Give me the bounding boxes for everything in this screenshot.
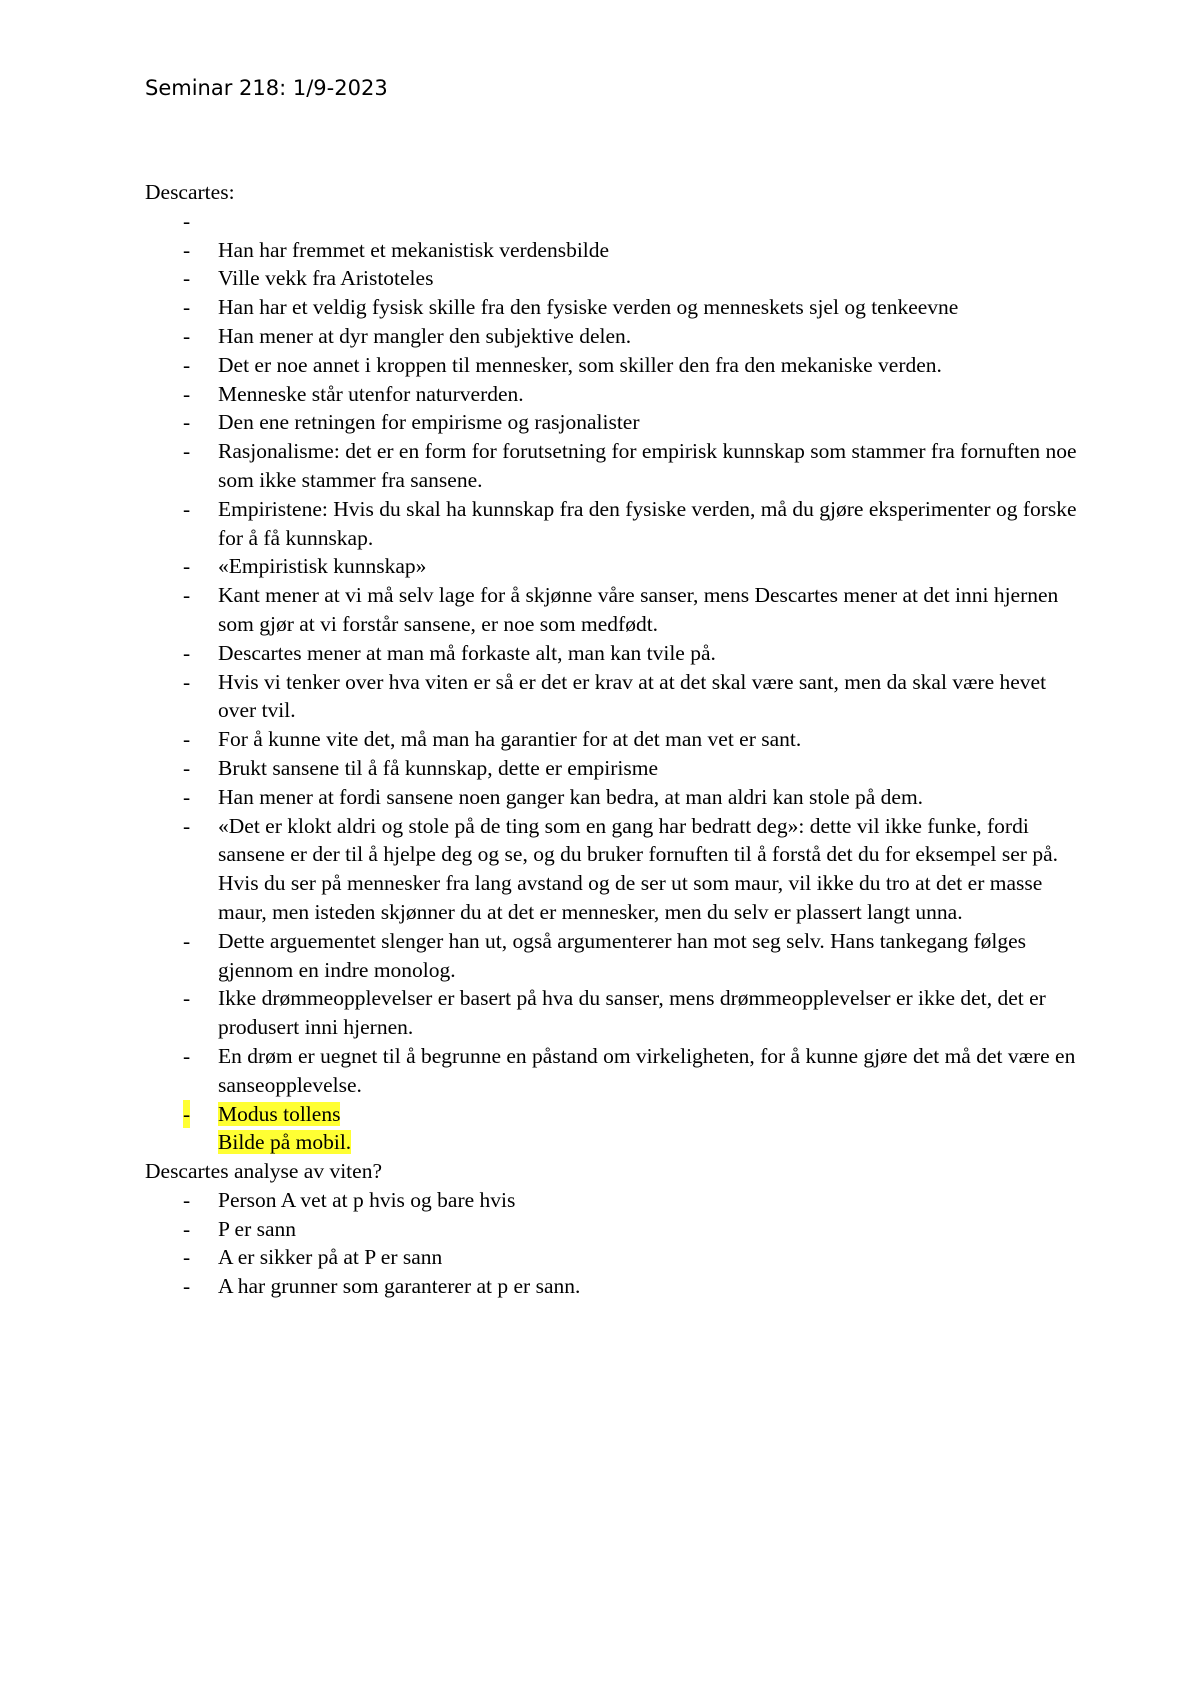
- list-item: [145, 927, 1085, 985]
- page-title: Seminar 218: 1/9-2023: [145, 76, 388, 100]
- list-item: [145, 668, 1085, 726]
- list-item-text: A har grunner som garanterer at p er sann.: [218, 1274, 581, 1299]
- list-item: [145, 322, 1085, 351]
- list-item-text: Empiristene: Hvis du skal ha kunnskap fra den fysiske verden, må du gjøre eksperimenter og forske for å få kunnskap.: [218, 496, 1077, 550]
- list-item: [145, 495, 1085, 553]
- dash-bullet: -: [183, 1100, 190, 1129]
- list-item-text: Ikke drømmeopplevelser er basert på hva du sanser, mens drømmeopplevelser er ikke det, det er produsert inni hjernen.: [218, 986, 1046, 1040]
- dash-bullet: -: [183, 266, 191, 291]
- dash-bullet: -: [183, 323, 191, 348]
- dash-bullet: -: [183, 554, 191, 579]
- list-item: [145, 1243, 1085, 1272]
- list-item-text: Person A vet at p hvis og bare hvis: [218, 1187, 516, 1212]
- dash-bullet: -: [183, 1245, 191, 1270]
- dash-bullet: -: [183, 755, 191, 780]
- list-item-text: Det er noe annet i kroppen til mennesker, som skiller den fra den mekaniske verden.: [218, 352, 942, 377]
- dash-bullet: -: [183, 813, 191, 838]
- dash-bullet: -: [183, 784, 191, 809]
- dash-bullet: -: [183, 1274, 191, 1299]
- document-body: [145, 178, 1085, 1301]
- list-item: [145, 293, 1085, 322]
- list-item: [145, 207, 1085, 236]
- list-item-text: Den ene retningen for empirisme og rasjonalister: [218, 410, 640, 435]
- list-item: [145, 1272, 1085, 1301]
- list-item-text: «Det er klokt aldri og stole på de ting som en gang har bedratt deg»: dette vil ikke funke, fordi sansene er der til å hjelpe deg og se, og du bruker fornuften til å forstå det du for eksempel ser på. Hvis du ser på mennesker fra lang avstand og de ser ut som maur, vil ikke du tro at det er masse maur, men isteden skjønner du at det er mennesker, men du selv er plassert langt unna.: [218, 813, 1059, 924]
- list-item-text: Han mener at dyr mangler den subjektive delen.: [218, 323, 632, 348]
- dash-bullet: -: [183, 1043, 191, 1068]
- dash-bullet: -: [183, 237, 191, 262]
- dash-bullet: -: [183, 986, 191, 1011]
- dash-bullet: -: [183, 640, 191, 665]
- list-item: [145, 236, 1085, 265]
- dash-bullet: -: [183, 295, 191, 320]
- dash-bullet: -: [183, 496, 191, 521]
- list-item-text: Brukt sansene til å få kunnskap, dette er empirisme: [218, 755, 659, 780]
- highlighted-list-item: [145, 1100, 1085, 1158]
- list-item-text: Ville vekk fra Aristoteles: [218, 266, 434, 291]
- list-item-text: P er sann: [218, 1216, 297, 1241]
- list-item: [145, 1215, 1085, 1244]
- analyse-list: [145, 1186, 1085, 1301]
- list-item: [145, 581, 1085, 639]
- dash-bullet: -: [183, 410, 191, 435]
- list-item: [145, 1042, 1085, 1100]
- dash-bullet: -: [183, 1187, 191, 1212]
- list-item-text: A er sikker på at P er sann: [218, 1245, 443, 1270]
- list-item: [145, 1186, 1085, 1215]
- list-item: [145, 783, 1085, 812]
- list-item: [145, 437, 1085, 495]
- list-item: [145, 552, 1085, 581]
- dash-bullet: -: [183, 669, 191, 694]
- section-heading-descartes: Descartes:: [145, 180, 235, 204]
- list-item: [145, 812, 1085, 927]
- highlighted-text-modus-tollens: Modus tollens: [218, 1101, 341, 1126]
- list-item: [145, 725, 1085, 754]
- list-item: [145, 408, 1085, 437]
- list-item: [145, 754, 1085, 783]
- list-item-text: Menneske står utenfor naturverden.: [218, 381, 524, 406]
- section-heading-analyse: Descartes analyse av viten?: [145, 1159, 382, 1184]
- list-item-text: Kant mener at vi må selv lage for å skjønne våre sanser, mens Descartes mener at det inni hjernen som gjør at vi forstår sansene, er noe som medfødt.: [218, 583, 1059, 636]
- list-item: [145, 351, 1085, 380]
- dash-bullet: -: [183, 1216, 191, 1241]
- dash-bullet: -: [183, 583, 191, 608]
- dash-bullet: -: [183, 928, 191, 953]
- list-item: [145, 639, 1085, 668]
- list-item-text: Hvis vi tenker over hva viten er så er det er krav at at det skal være sant, men da skal være hevet over tvil.: [218, 669, 1047, 723]
- list-item-text: Han har fremmet et mekanistisk verdensbilde: [218, 237, 610, 262]
- dash-bullet: -: [183, 727, 191, 752]
- list-item-text: Dette arguementet slenger han ut, også argumenterer han mot seg selv. Hans tankegang følges gjennom en indre monolog.: [218, 928, 1026, 982]
- list-item: [145, 380, 1085, 409]
- highlighted-text-bilde-pa-mobil: Bilde på mobil.: [218, 1130, 352, 1155]
- descartes-list: [145, 207, 1085, 1157]
- dash-bullet: -: [183, 208, 191, 233]
- list-item: [145, 264, 1085, 293]
- list-item-text: For å kunne vite det, må man ha garantier for at det man vet er sant.: [218, 727, 802, 752]
- dash-bullet: -: [183, 439, 191, 464]
- list-item-text: Han mener at fordi sansene noen ganger kan bedra, at man aldri kan stole på dem.: [218, 784, 924, 809]
- list-item-text: Rasjonalisme: det er en form for forutsetning for empirisk kunnskap som stammer fra fornuften noe som ikke stammer fra sansene.: [218, 439, 1077, 492]
- list-item-text: «Empiristisk kunnskap»: [218, 554, 427, 579]
- dash-bullet: -: [183, 352, 191, 377]
- list-item-text: En drøm er uegnet til å begrunne en påstand om virkeligheten, for å kunne gjøre det må det være en sanseopplevelse.: [218, 1043, 1076, 1097]
- dash-bullet: -: [183, 381, 191, 406]
- list-item: [145, 984, 1085, 1042]
- list-item-text: Han har et veldig fysisk skille fra den fysiske verden og menneskets sjel og tenkeevne: [218, 295, 959, 320]
- list-item-text: Descartes mener at man må forkaste alt, man kan tvile på.: [218, 640, 716, 665]
